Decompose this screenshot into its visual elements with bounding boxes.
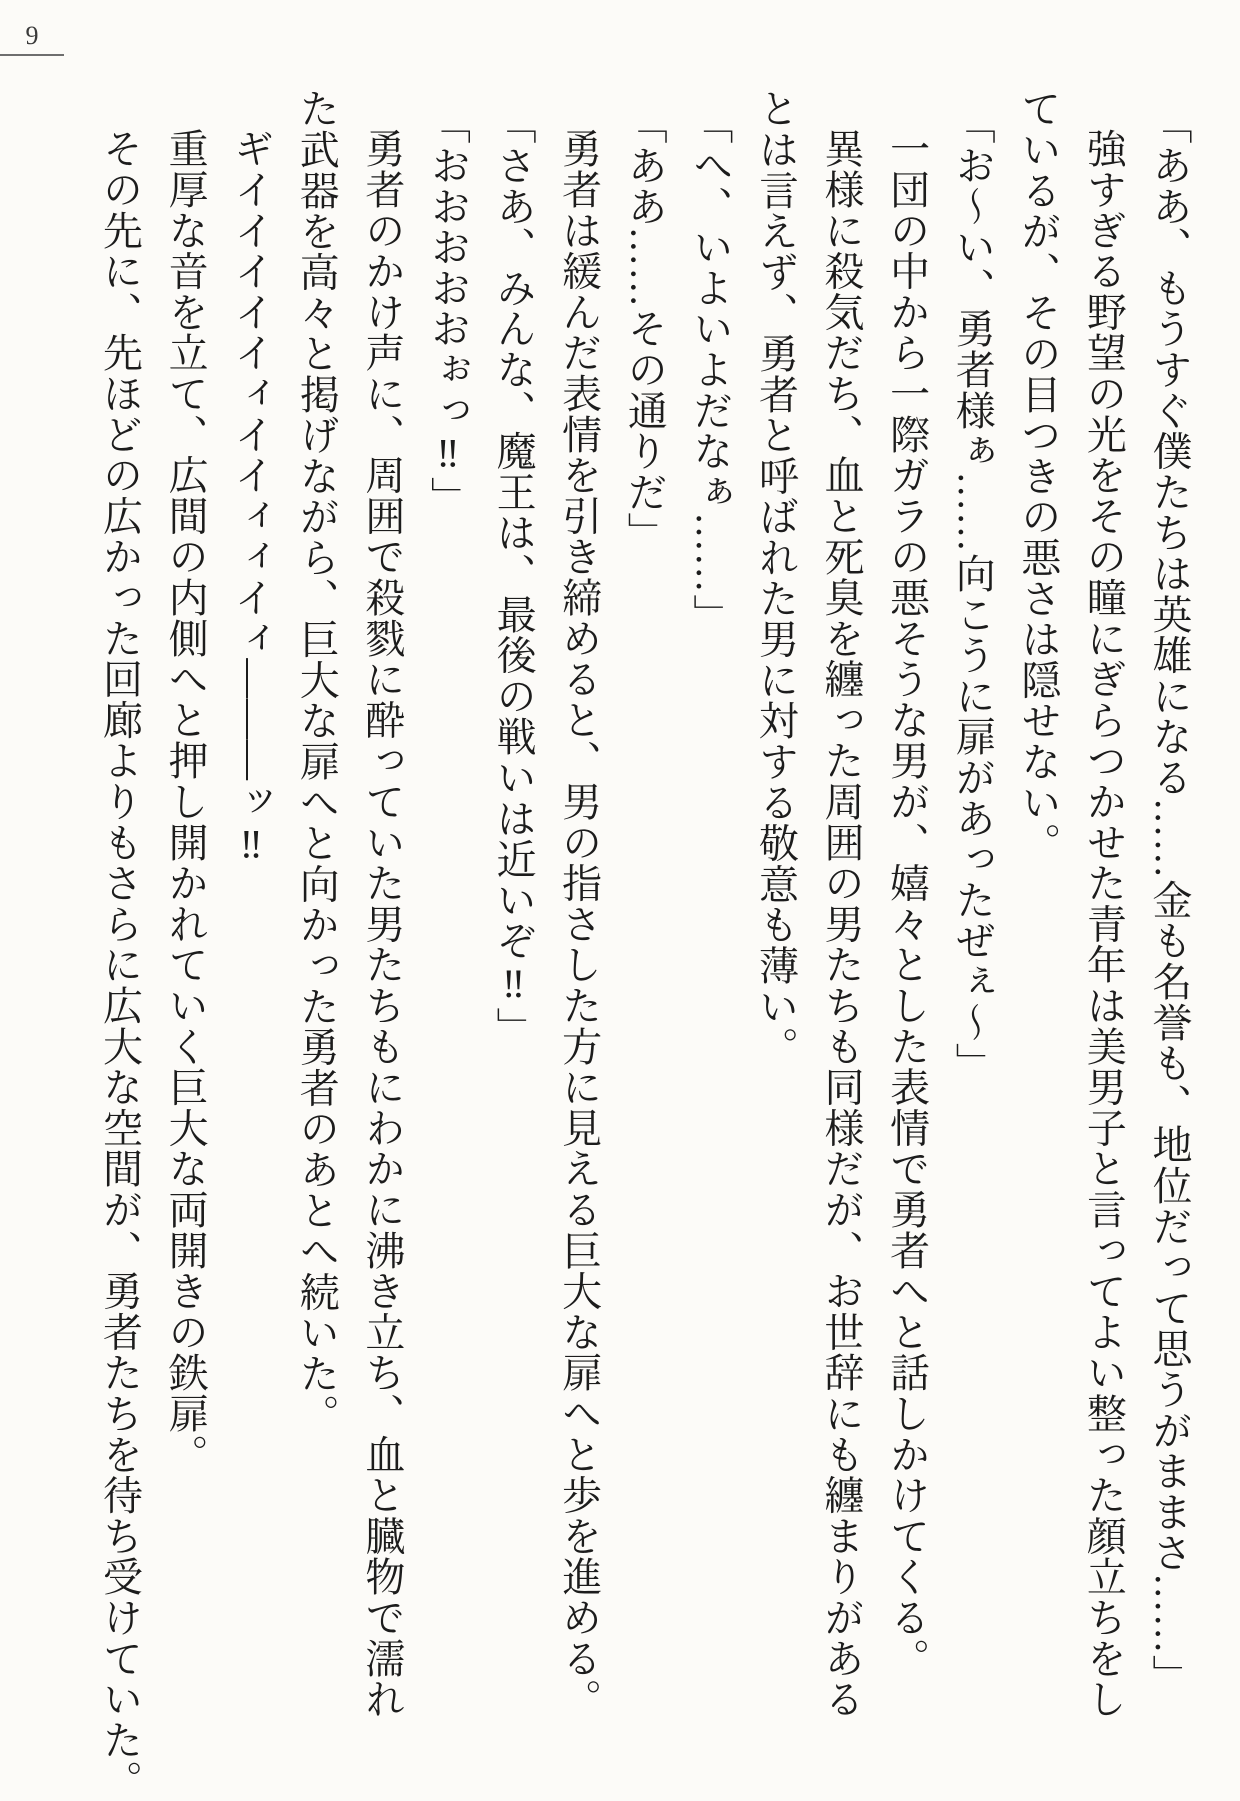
text-line: 「ああ、もうすぐ僕たちは英雄になる……金も名誉も、地位だって思うがままさ……」 [1147, 104, 1192, 1696]
page-number-block [0, 22, 64, 56]
vertical-text-block [82, 88, 1202, 1801]
text-line: 一団の中から一際ガラの悪そうな男が、嬉々とした表情で勇者へと話しかけてくる。 [884, 128, 930, 1679]
text-line: 勇者のかけ声に、周囲で殺戮に酔っていた男たちもにわかに沸き立ち、血と臓物で濡れ [359, 128, 405, 1720]
text-line: た武器を高々と掲げながら、巨大な扉へと向かった勇者のあとへ続いた。 [294, 88, 340, 1435]
text-line: ギイイイイイィイイィィイィ―――ッ‼ [228, 128, 274, 868]
text-line: 強すぎる野望の光をその瞳にぎらつかせた青年は美男子と言ってよい整った顔立ちをし [1081, 128, 1127, 1720]
text-line: ているが、その目つきの悪さは隠せない。 [1015, 88, 1061, 864]
page-number: 9 [25, 21, 39, 50]
text-line: 「おおおおおぉっ‼」 [425, 104, 471, 517]
text-line: 「へ、いよいよだなぁ……」 [687, 104, 733, 635]
text-line: 勇者は緩んだ表情を引き締めると、男の指さした方に見える巨大な扉へと歩を進める。 [556, 128, 602, 1720]
text-line: 重厚な音を立て、広間の内側へと押し開かれていく巨大な両開きの鉄扉。 [163, 128, 209, 1475]
text-line: 「さあ、みんな、魔王は、最後の戦いは近いぞ‼」 [491, 104, 537, 1048]
text-line: その先に、先ほどの広かった回廊よりもさらに広大な空間が、勇者たちを待ち受けていた。 [97, 128, 143, 1801]
text-line: 異様に殺気だち、血と死臭を纏った周囲の男たちも同様だが、お世辞にも纏まりがある [819, 128, 865, 1720]
text-line: 「ああ……その通りだ」 [622, 104, 668, 553]
text-line: 「お〜い、勇者様ぁ……向こうに扉があったぜぇ〜」 [950, 104, 996, 1084]
text-line: とは言えず、勇者と呼ばれた男に対する敬意も薄い。 [753, 88, 799, 1068]
